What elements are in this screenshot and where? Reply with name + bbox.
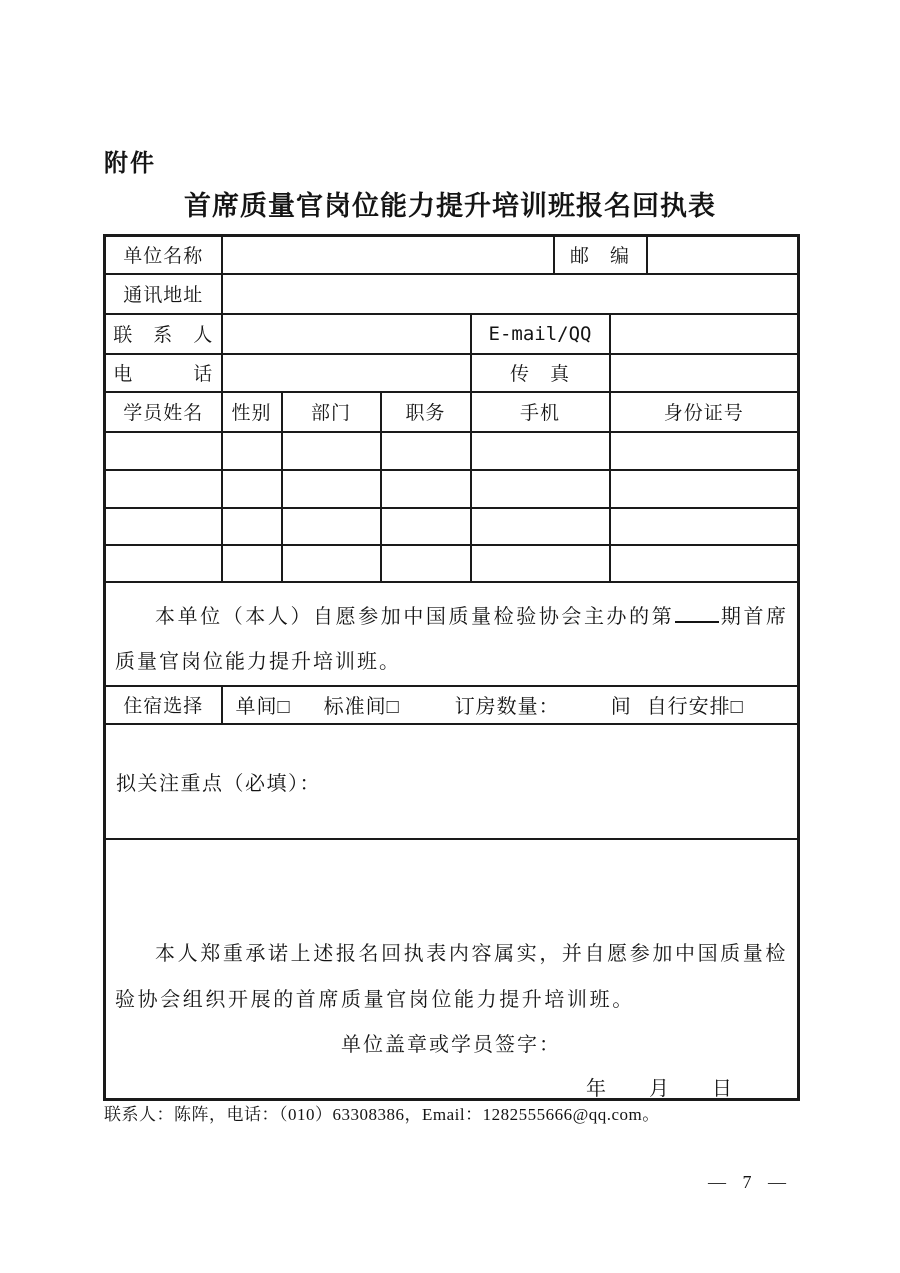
accommodation-option-standard: 标准间□	[323, 696, 400, 718]
fax-label: 传 真	[471, 354, 610, 392]
student-cell	[381, 508, 471, 545]
student-cell	[381, 545, 471, 582]
focus-cell	[105, 724, 799, 839]
page-title: 首席质量官岗位能力提升培训班报名回执表	[184, 191, 716, 221]
student-cell	[222, 508, 282, 545]
student-cell	[282, 508, 381, 545]
student-cell	[105, 545, 222, 582]
postal-code-label: 邮 编	[554, 236, 647, 274]
unit-name-label: 单位名称	[105, 236, 222, 274]
commitment-row	[105, 839, 799, 1100]
accommodation-options	[222, 686, 799, 724]
student-cell	[610, 470, 799, 508]
row-unit-name	[105, 236, 799, 274]
student-cell	[105, 470, 222, 508]
student-cell	[222, 545, 282, 582]
phone-label: 电 话	[105, 354, 222, 392]
pledge-cell	[105, 582, 799, 686]
student-name-header: 学员姓名	[105, 392, 222, 432]
address-label: 通讯地址	[105, 274, 222, 314]
student-cell	[105, 508, 222, 545]
phone-field	[222, 354, 471, 392]
postal-code-field	[647, 236, 799, 274]
pledge-suffix: 期首席质量官岗位能力提升培训班。	[115, 605, 789, 673]
focus-label: 拟关注重点（必填）：	[116, 772, 321, 795]
student-cell	[222, 470, 282, 508]
student-cell	[381, 432, 471, 470]
pledge-text	[115, 595, 788, 685]
unit-name-field	[222, 236, 554, 274]
pledge-prefix: 本单位（本人）自愿参加中国质量检验协会主办的第	[155, 605, 675, 628]
row-contact	[105, 314, 799, 354]
accommodation-room-unit-label: 间	[610, 696, 632, 718]
student-cell	[471, 432, 610, 470]
student-cell	[282, 432, 381, 470]
footer-contact-info: 联系人：陈阵，电话：（010）63308386，Email：1282555666@qq.com。	[104, 1105, 660, 1124]
contact-person-field	[222, 314, 471, 354]
student-cell	[610, 545, 799, 582]
accommodation-room-count-label: 订房数量：	[454, 696, 560, 718]
session-number-blank	[675, 604, 719, 623]
id-number-header: 身份证号	[610, 392, 799, 432]
accommodation-label: 住宿选择	[105, 686, 222, 724]
signature-label: 单位盖章或学员签字：	[341, 1033, 561, 1056]
student-cell	[105, 432, 222, 470]
mobile-header: 手机	[471, 392, 610, 432]
student-row	[105, 432, 799, 470]
student-row	[105, 508, 799, 545]
address-field	[222, 274, 799, 314]
student-row	[105, 545, 799, 582]
pledge-row	[105, 582, 799, 686]
student-cell	[610, 508, 799, 545]
row-phone	[105, 354, 799, 392]
accommodation-row	[105, 686, 799, 724]
student-cell	[471, 470, 610, 508]
commitment-cell	[105, 839, 799, 1100]
student-cell	[222, 432, 282, 470]
fax-field	[610, 354, 799, 392]
student-cell	[610, 432, 799, 470]
accommodation-option-self-arranged: 自行安排□	[646, 696, 744, 718]
position-header: 职务	[381, 392, 471, 432]
student-cell	[471, 545, 610, 582]
student-cell	[381, 470, 471, 508]
department-header: 部门	[282, 392, 381, 432]
student-header-row	[105, 392, 799, 432]
row-address	[105, 274, 799, 314]
student-cell	[471, 508, 610, 545]
student-cell	[282, 470, 381, 508]
accommodation-option-single: 单间□	[235, 696, 291, 718]
gender-header: 性别	[222, 392, 282, 432]
student-row	[105, 470, 799, 508]
date-label: 年 月 日	[586, 1077, 734, 1100]
contact-person-label: 联 系 人	[105, 314, 222, 354]
email-qq-label: E-mail/QQ	[471, 314, 610, 354]
registration-form-table	[103, 234, 800, 1101]
focus-row	[105, 724, 799, 839]
student-cell	[282, 545, 381, 582]
commitment-text: 本人郑重承诺上述报名回执表内容属实，并自愿参加中国质量检验协会组织开展的首席质量官岗位能力提升培训班。	[115, 943, 789, 1012]
email-qq-field	[610, 314, 799, 354]
page-number: — 7 —	[708, 1172, 792, 1192]
attachment-label: 附件	[104, 150, 156, 177]
